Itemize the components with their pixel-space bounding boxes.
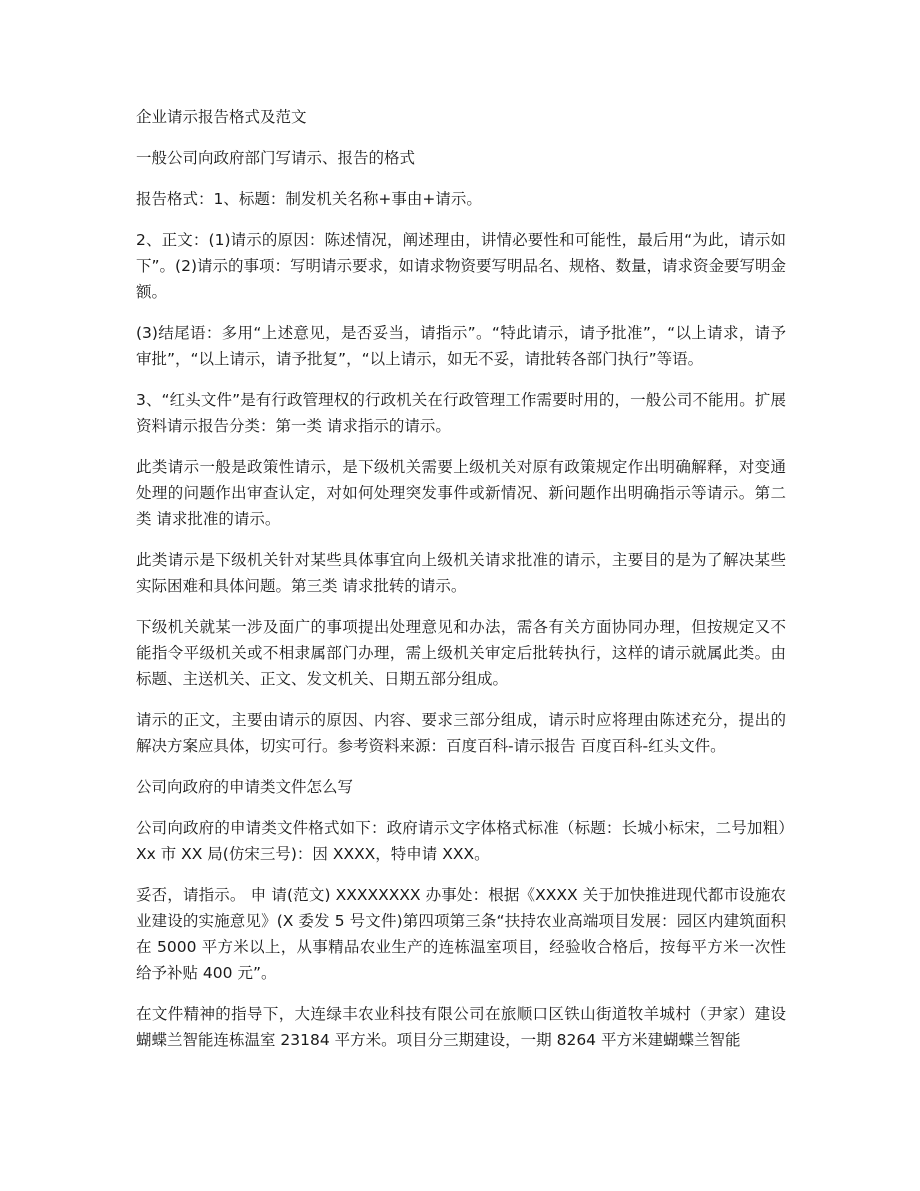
paragraph-project-description: 在文件精神的指导下，大连绿丰农业科技有限公司在旅顺口区铁山街道牧羊城村（尹家）建设蝴蝶兰智能连栋温室 23184 平方米。项目分三期建设，一期 8264 平方米建蝴蝶兰智能 [136,1005,786,1049]
paragraph-category-three: 下级机关就某一涉及面广的事项提出处理意见和办法，需各有关方面协同办理，但按规定又不能指令平级机关或不相隶属部门办理，需上级机关审定后批转执行，这样的请示就属此类。由标题、主送机关、正文、发文机关、日期五部分组成。 [136,618,786,688]
document-title: 企业请示报告格式及范文 [136,108,307,126]
paragraph-application-format: 公司向政府的申请类文件格式如下：政府请示文字体格式标准（标题：长城小标宋，二号加粗）Xx 市 XX 局(仿宋三号)：因 XXXX，特申请 XXX。 [136,819,786,863]
paragraph-closing-phrases: (3)结尾语：多用“上述意见，是否妥当，请指示”。“特此请示，请予批准”，“以上请求，请予审批”，“以上请示，请予批复”，“以上请示，如无不妥，请批转各部门执行”等语。 [136,324,786,368]
section-heading-format: 一般公司向政府部门写请示、报告的格式 [136,149,416,167]
paragraph-report-format: 报告格式：1、标题：制发机关名称+事由+请示。 [136,190,482,208]
document-body [136,104,786,1068]
section-heading-application: 公司向政府的申请类文件怎么写 [136,778,354,796]
paragraph-red-header-document: 3、“红头文件”是有行政管理权的行政机关在行政管理工作需要时用的，一般公司不能用。扩展资料请示报告分类：第一类 请求指示的请示。 [136,391,786,435]
paragraph-category-two: 此类请示是下级机关针对某些具体事宜向上级机关请求批准的请示，主要目的是为了解决某些实际困难和具体问题。第三类 请求批转的请示。 [136,551,786,595]
paragraph-sample-application: 妥否，请指示。 申 请(范文) XXXXXXXX 办事处：根据《XXXX 关于加快推进现代都市设施农业建设的实施意见》(X 委发 5 号文件)第四项第三条“扶持农业高端项目发展：园区内建筑面积在 5000 平方米以上，从事精品农业生产的连栋温室项目，经验收合格后，按每平方米一次性给予补贴 400 元”。 [136,886,786,982]
paragraph-body-text: 2、正文：(1)请示的原因：陈述情况，阐述理由，讲情必要性和可能性，最后用“为此，请示如下”。(2)请示的事项：写明请示要求，如请求物资要写明品名、规格、数量，请求资金要写明金额。 [136,231,786,301]
paragraph-request-body: 请示的正文，主要由请示的原因、内容、要求三部分组成，请示时应将理由陈述充分，提出的解决方案应具体，切实可行。参考资料来源：百度百科-请示报告 百度百科-红头文件。 [136,711,786,755]
paragraph-category-one: 此类请示一般是政策性请示，是下级机关需要上级机关对原有政策规定作出明确解释，对变通处理的问题作出审查认定，对如何处理突发事件或新情况、新问题作出明确指示等请示。第二类 请求批准的请示。 [136,458,786,528]
